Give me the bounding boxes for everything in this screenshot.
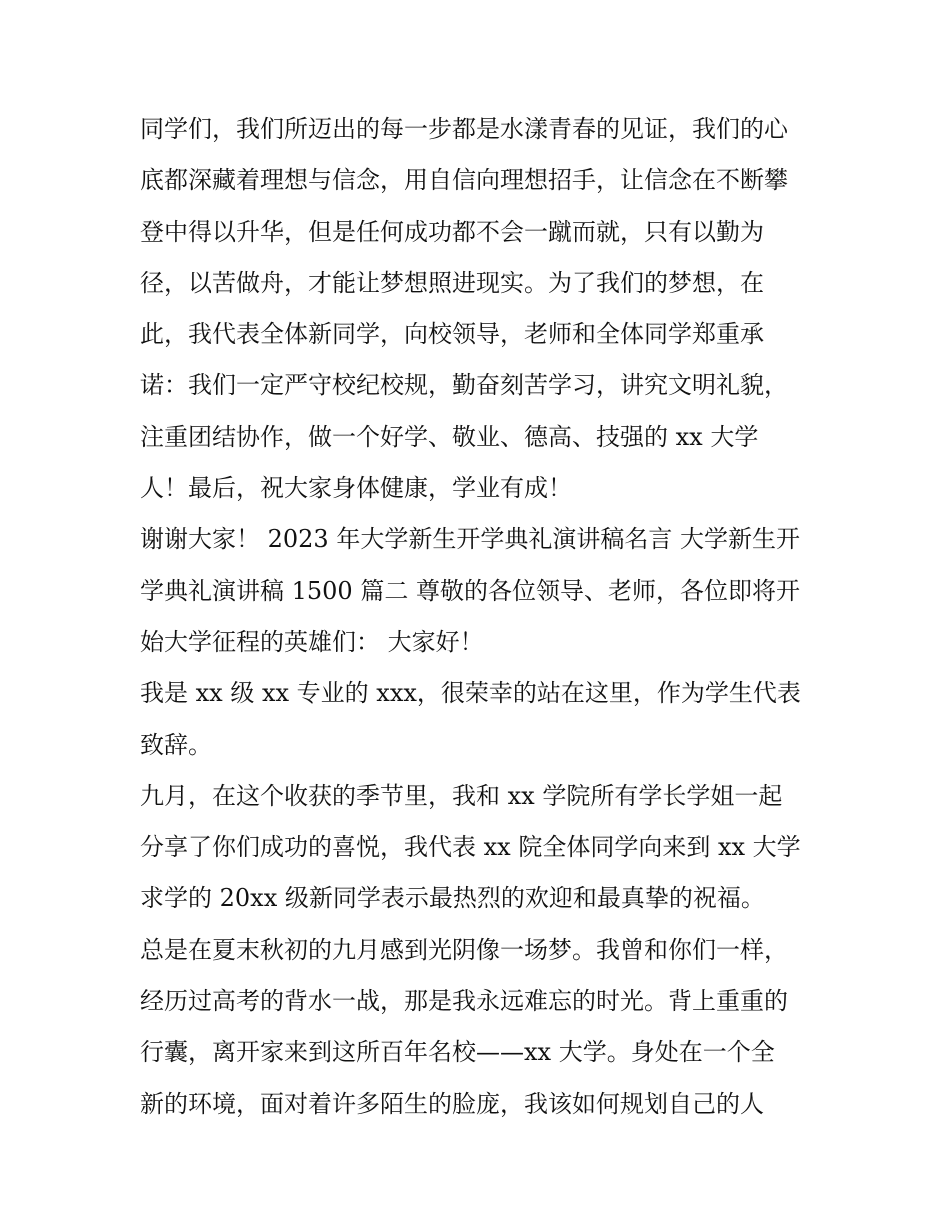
text-line: 分享了你们成功的喜悦，我代表 xx 院全体同学向来到 xx 大学: [140, 833, 801, 862]
text-line: 行囊，离开家来到这所百年名校——xx 大学。身处在一个全: [140, 1038, 775, 1067]
text-line: 始大学征程的英雄们： 大家好！: [140, 627, 484, 656]
text-line: 致辞。: [140, 730, 212, 759]
text-line: 求学的 20xx 级新同学表示最热烈的欢迎和最真挚的祝福。: [140, 884, 765, 913]
text-line: 总是在夏末秋初的九月感到光阴像一场梦。我曾和你们一样，: [140, 935, 788, 964]
text-line: 谢谢大家！ 2023 年大学新生开学典礼演讲稿名言 大学新生开: [140, 525, 800, 554]
text-line: 登中得以升华，但是任何成功都不会一蹴而就，只有以勤为: [140, 217, 764, 246]
text-line: 底都深藏着理想与信念，用自信向理想招手，让信念在不断攀: [140, 166, 788, 195]
paragraph-thanks: [140, 514, 820, 668]
text-line: 同学们，我们所迈出的每一步都是水漾青春的见证，我们的心: [140, 115, 788, 143]
document-body: [140, 104, 820, 1130]
paragraph-memories: [140, 925, 820, 1130]
text-line: 诺：我们一定严守校纪校规，勤奋刻苦学习，讲究文明礼貌，: [140, 371, 788, 400]
text-line: 学典礼演讲稿 1500 篇二 尊敬的各位领导、老师，各位即将开: [140, 576, 800, 605]
paragraph-welcome: [140, 771, 820, 925]
text-line: 经历过高考的背水一战，那是我永远难忘的时光。背上重重的: [140, 987, 788, 1016]
text-line: 人！最后，祝大家身体健康，学业有成！: [140, 474, 572, 503]
paragraph-pledge: [140, 104, 820, 514]
text-line: 我是 xx 级 xx 专业的 xxx，很荣幸的站在这里，作为学生代表: [140, 679, 801, 708]
text-line: 径，以苦做舟，才能让梦想照进现实。为了我们的梦想，在: [140, 268, 764, 297]
text-line: 新的环境，面对着许多陌生的脸庞，我该如何规划自己的人: [140, 1089, 764, 1118]
text-line: 此，我代表全体新同学，向校领导，老师和全体同学郑重承: [140, 320, 764, 349]
text-line: 九月，在这个收获的季节里，我和 xx 学院所有学长学姐一起: [140, 781, 783, 810]
paragraph-introduction: [140, 668, 820, 771]
text-line: 注重团结协作，做一个好学、敬业、德高、技强的 xx 大学: [140, 422, 759, 451]
